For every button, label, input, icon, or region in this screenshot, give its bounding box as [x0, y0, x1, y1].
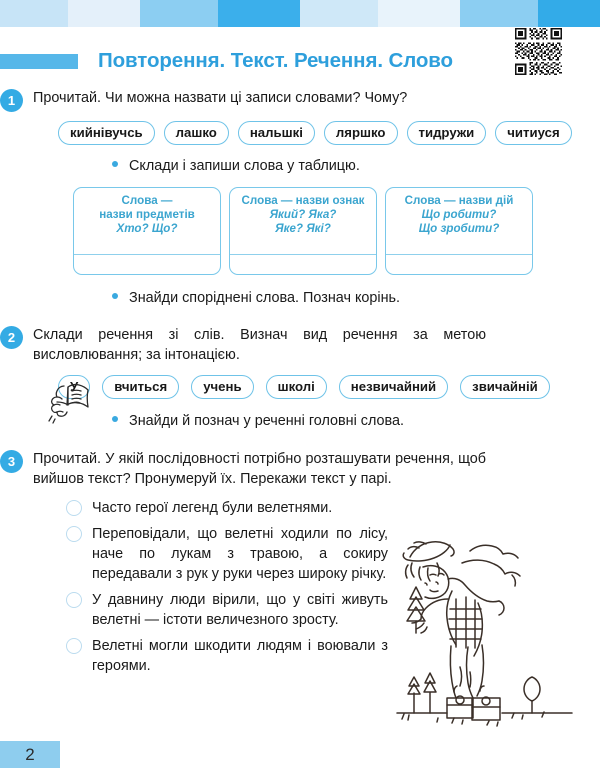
- table-column-head: Слова — назви дій: [404, 194, 514, 207]
- table-column-questions: Що робити?: [421, 208, 497, 221]
- page-number: 2: [25, 744, 35, 764]
- list-item[interactable]: [66, 590, 396, 630]
- order-circle-input[interactable]: [66, 526, 82, 542]
- subtask-label: Знайди споріднені слова. Познач корінь.: [129, 290, 401, 306]
- sentence-text: Велетні могли шкодити людям і воювали з героями.: [92, 638, 388, 674]
- list-item[interactable]: [66, 524, 396, 584]
- top-bar-block: [538, 0, 600, 27]
- word-chip[interactable]: лашко: [164, 121, 229, 145]
- word-chip[interactable]: учень: [191, 375, 253, 399]
- top-bar-block: [300, 0, 378, 27]
- subtask-label: Знайди й познач у реченні головні слова.: [129, 413, 405, 429]
- exercise-3: [0, 449, 600, 489]
- top-bar-block: [68, 0, 140, 27]
- exercise-prompt: Прочитай. Чи можна назвати ці записи словами? Чому?: [33, 90, 408, 106]
- top-bar-block: [0, 0, 68, 27]
- exercise-prompt: Прочитай. У якій послідовності потрібно розташувати речення, щоб вийшов текст? Пронумеруй їх. Перекажи текст у парі.: [33, 451, 486, 487]
- list-item[interactable]: [66, 636, 396, 676]
- subtask-label: Склади і запиши слова у таблицю.: [129, 158, 360, 174]
- top-bar-block: [218, 0, 300, 27]
- table-column-head: назви предметів: [99, 208, 195, 221]
- sentence-text: Переповідали, що велетні ходили по лісу, наче по лукам з травою, а сокиру передавали з рук у руки через широку річку.: [92, 526, 388, 582]
- hand-with-book-icon: [44, 376, 96, 424]
- word-chip[interactable]: звичайній: [460, 375, 550, 399]
- word-chip[interactable]: ляршко: [324, 121, 398, 145]
- bullet-icon: [112, 293, 118, 299]
- order-circle-input[interactable]: [66, 592, 82, 608]
- word-chip[interactable]: вчиться: [102, 375, 179, 399]
- word-chip[interactable]: читиуся: [495, 121, 571, 145]
- giant-with-tree-illustration: [392, 527, 577, 732]
- exercise-1: [0, 88, 600, 112]
- table-column-head: Слова —: [121, 194, 173, 207]
- table-column-questions: Що зробити?: [418, 222, 500, 235]
- page-header: [0, 44, 600, 78]
- table-column-head: Слова — назви ознак: [241, 194, 365, 207]
- table-column-questions: Який? Яка?: [269, 208, 337, 221]
- subtask-find-related-words: [0, 289, 600, 308]
- word-chip-row-1: [0, 121, 600, 145]
- subtask-write-table: [0, 157, 600, 176]
- writing-line: [230, 254, 376, 255]
- table-column-questions: Яке? Які?: [275, 222, 331, 235]
- word-chip[interactable]: школі: [266, 375, 327, 399]
- order-circle-input[interactable]: [66, 638, 82, 654]
- qr-code-icon[interactable]: [515, 28, 562, 75]
- page-title: Повторення. Текст. Речення. Слово: [98, 49, 453, 72]
- table-column-questions: Хто? Що?: [116, 222, 178, 235]
- word-chip[interactable]: У: [58, 375, 90, 399]
- exercise-number-badge: 2: [0, 326, 23, 349]
- order-circle-input[interactable]: [66, 500, 82, 516]
- word-chip[interactable]: незвичайний: [339, 375, 448, 399]
- sentence-text: У давнину люди вірили, що у світі живуть велетні — істоти величезного зросту.: [92, 592, 388, 628]
- top-bar-block: [140, 0, 218, 27]
- exercise-2: [0, 325, 600, 365]
- header-accent-bar: [0, 54, 78, 69]
- sentence-text: Часто герої легенд були велетнями.: [92, 500, 333, 516]
- word-chip[interactable]: нальшкі: [238, 121, 315, 145]
- top-decorative-bar: [0, 0, 600, 27]
- bullet-icon: [112, 161, 118, 167]
- list-item[interactable]: [66, 498, 396, 518]
- page-number-band: [0, 741, 60, 768]
- word-category-table: [0, 187, 600, 275]
- table-column-verbs[interactable]: [385, 187, 533, 275]
- word-chip[interactable]: тидружи: [407, 121, 487, 145]
- top-bar-block: [378, 0, 460, 27]
- sentence-order-list: [0, 498, 396, 676]
- table-column-nouns[interactable]: [73, 187, 221, 275]
- top-bar-block: [460, 0, 538, 27]
- word-chip[interactable]: кийнівучсь: [58, 121, 155, 145]
- bullet-icon: [112, 416, 118, 422]
- exercise-prompt: Склади речення зі слів. Визнач вид речення за метою висловлювання; за інтонацією.: [33, 327, 486, 363]
- writing-line: [386, 254, 532, 255]
- exercise-number-badge: 1: [0, 89, 23, 112]
- table-column-adjectives[interactable]: [229, 187, 377, 275]
- writing-line: [74, 254, 220, 255]
- exercise-number-badge: 3: [0, 450, 23, 473]
